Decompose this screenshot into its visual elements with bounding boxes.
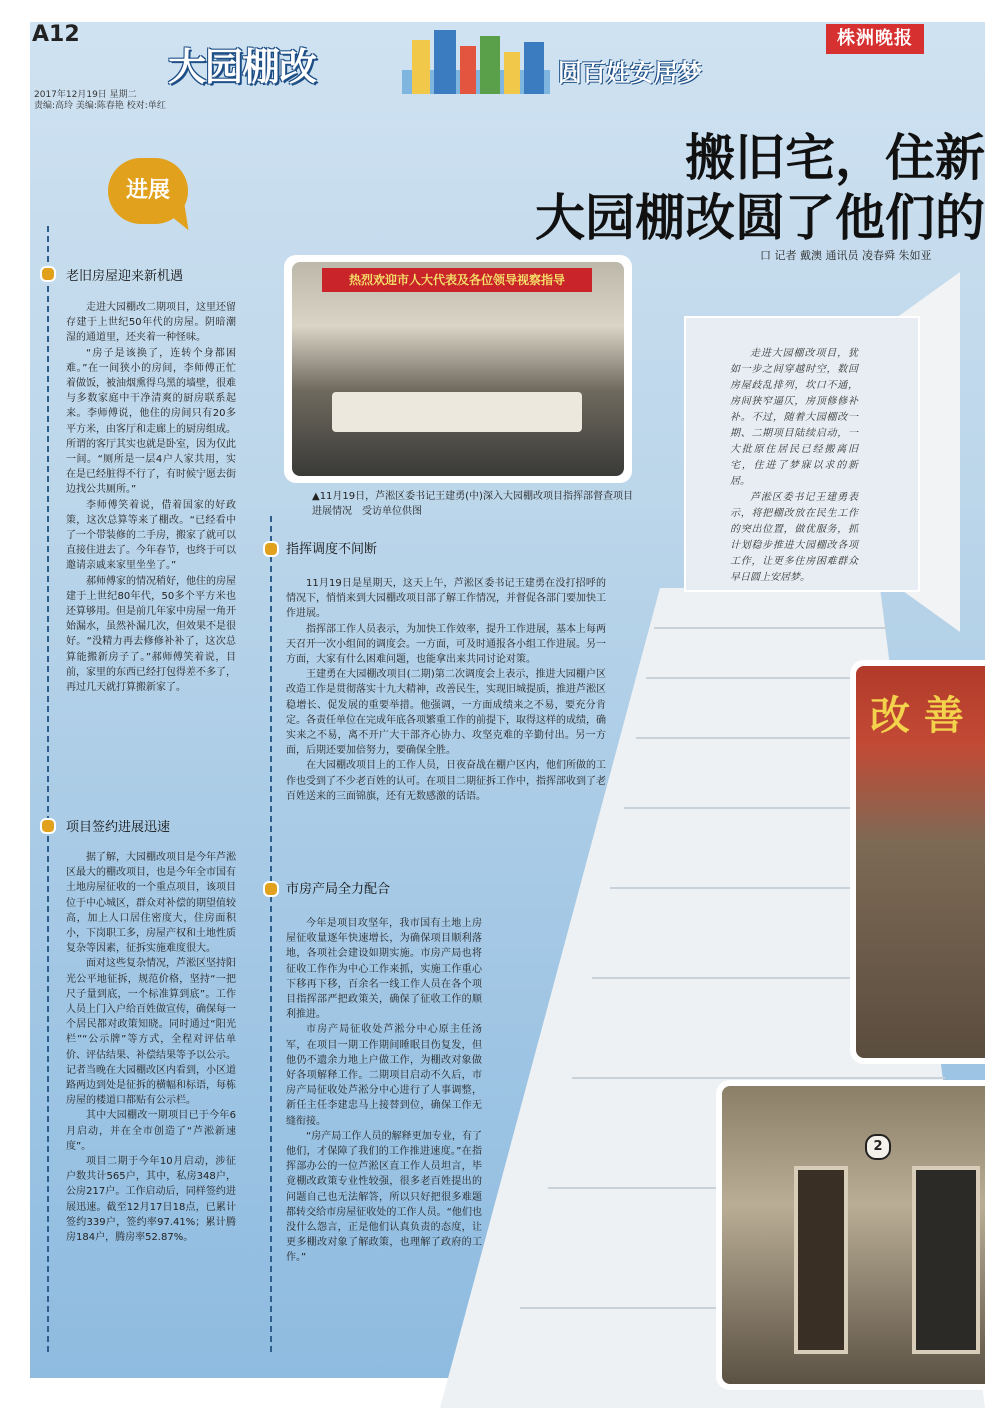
timeline-line-middle <box>270 516 272 1352</box>
paragraph: “房产局工作人员的解释更加专业，有了他们，才保障了我们的工作推进速度。”在指挥部办公的一位芦淞区直工作人员坦言，毕竟棚改政策专业性较强，很多老百姓提出的问题自己也无法解答，所以只好把很多难题都转交给市房屋征收处的工作人员。“他们也没什么怨言，正是他们认真负责的态度，让更多棚改对象了解政策，也理解了政府的工作。” <box>286 1130 482 1264</box>
headline-line-2: 大园棚改圆了他们的 <box>535 189 985 247</box>
section-body-1 <box>66 300 236 695</box>
section-marker-icon <box>40 266 56 282</box>
photo-table-shape <box>332 392 582 432</box>
photo-sign-text: 改 善 <box>870 693 964 739</box>
masthead-logo: 株洲晚报 <box>826 24 924 54</box>
paragraph: 项目二期于今年10月启动，涉征户数共计565户，其中，私房348户，公房217户。工作启动后，同样签约进展迅速。截至12月17日18点，已累计签约339户，签约率97.41%；累计腾房184户，腾房率52.87%。 <box>66 1156 236 1244</box>
paragraph: 走进大园棚改二期项目，这里还留存建于上世纪50年代的房屋。阴暗潮湿的通道里，还夹着一种怪味。 <box>66 302 236 344</box>
paragraph: 今年是项目攻坚年，我市国有土地上房屋征收量逐年快速增长，为确保项目顺利落地，各项社会建设如期实施。市房产局也将征收工作作为中心工作来抓，实施工作重心下移再下移，百余名一线工作人员在各个项目指挥部严把政策关，确保了征收工作的顺利推进。 <box>286 918 482 1021</box>
page-number: A12 <box>32 22 80 47</box>
paragraph: 郝师傅家的情况稍好，他住的房屋建于上世纪80年代，50多个平方米也还算够用。但是前几年家中房屋一角开始漏水，虽然补漏几次，但效果不是很好。“没精力再去修修补补了，这次总算能搬新房子了。”郝师傅笑着说，目前，家里的东西已经打包得差不多了，再过几天就打算搬新家了。 <box>66 575 236 694</box>
section-heading-4: 市房产局全力配合 <box>286 882 391 897</box>
headline-line-1: 搬旧宅，住新 <box>685 129 985 187</box>
section-marker-icon <box>263 541 279 557</box>
paragraph: 据了解，大园棚改项目是今年芦淞区最大的棚改项目，也是今年全市国有土地房屋征收的一个重点项目，该项目位于中心城区，群众对补偿的期望值较高，加上人口居住密度大，住房面积小，下岗职工多，房屋产权和土地性质复杂等因素，征拆实施难度很大。 <box>66 852 236 955</box>
byline: 口 记者 戴澳 通讯员 凌春舜 朱如亚 <box>760 249 932 262</box>
paragraph: 市房产局征收处芦淞分中心原主任汤军，在项目一期工作期间睡眠目伤复发，但他仍不遗余力地上户做工作，为棚改对象做好各项解释工作。二期项目启动不久后，市房产局征收处芦淞分中心进行了人事调整，新任主任李建忠马上接替到位，确保工作无缝衔接。 <box>286 1024 482 1127</box>
progress-tag: 进展 <box>108 158 188 224</box>
paragraph: 李师傅笑着说，借着国家的好政策，这次总算等来了棚改。“已经看中了一个带装修的二手房，搬家了就可以直接住进去了。今年春节，也终于可以邀请亲戚来家里坐坐了。” <box>66 499 236 572</box>
editor-credits: 责编:高玲 美编:陈春艳 校对:单红 <box>34 101 166 111</box>
buildings-illustration <box>402 30 550 94</box>
paragraph: “房子是该换了，连转个身都困难。”在一间狭小的房间，李师傅正忙着做饭，被油烟熏得乌黑的墙壁，很难与多数家庭中干净清爽的厨房联系起来。李师傅说，他住的房间只有20多平方米，由客厅和走廊上的厨房组成。所谓的客厅其实也就是卧室，因为仅此一间。“厕所是一层4户人家共用，实在是已经脏得不行了，有时候宁愿去街边找公共厕所。” <box>66 347 236 496</box>
renovation-banner-photo <box>850 660 985 1064</box>
dateline <box>34 90 166 112</box>
issue-date: 2017年12月19日 星期二 <box>34 90 137 100</box>
banner-title: 大园棚改 <box>168 45 317 89</box>
section-marker-icon <box>40 818 56 834</box>
paragraph: 芦淞区委书记王建勇表示，将把棚改放在民生工作的突出位置，做优服务，抓计划稳步推进大园棚改各项工作，让更多住房困难群众早日圆上安居梦。 <box>730 492 858 583</box>
section-marker-icon <box>263 881 279 897</box>
paragraph: 面对这些复杂情况，芦淞区坚持阳光公平地征拆，规范价格，坚持“一把尺子量到底，一个标准算到底”。工作人员上门入户给百姓做宣传，确保每一个居民都对政策知晓。同时通过“阳光栏”“公示牌”等方式，全程对评估单价、评估结果、补偿结果等予以公示。记者当晚在大园棚改区内看到，小区道路两边到处是征拆的横幅和标语，每栋房屋的楼道口都贴有公示栏。 <box>66 958 236 1107</box>
doorway-shape <box>794 1166 848 1354</box>
photo-banner-text: 热烈欢迎市人大代表及各位领导视察指导 <box>322 268 592 292</box>
section-heading-3: 指挥调度不间断 <box>286 542 378 557</box>
section-heading-2: 项目签约进展迅速 <box>66 820 171 835</box>
section-body-2 <box>66 850 236 1245</box>
paragraph: 指挥部工作人员表示，为加快工作效率，提升工作进展，基本上每两天召开一次小组间的调度会。一方面，可及时通报各小组工作进展。另一方面，大家有什么困难问题，也能拿出来共同讨论对策。 <box>286 623 606 666</box>
paragraph: 在大园棚改项目上的工作人员，日夜奋战在棚户区内，他们所做的工作也受到了不少老百姓的认可。在项目二期征拆工作中，指挥部收到了老百姓送来的三面锦旗，还有无数感激的话语。 <box>286 760 606 802</box>
section-heading-1: 老旧房屋迎来新机遇 <box>66 269 184 284</box>
photo-caption: ▲11月19日，芦淞区委书记王建勇(中)深入大园棚改项目指挥部督查项目进展情况 受访单位供图 <box>312 491 633 517</box>
paragraph: 其中大园棚改一期项目已于今年6月启动，并在全市创造了“芦淞新速度”。 <box>66 1110 236 1152</box>
timeline-line-left <box>47 226 49 1352</box>
doorway-shape <box>912 1166 980 1354</box>
paragraph: 王建勇在大园棚改项目(二期)第二次调度会上表示，推进大园棚户区改造工作是贯彻落实十九大精神，改善民生，实现旧城提质，推进芦淞区稳增长、促发展的重要举措。他强调，一方面成绩来之不易，要充分肯定。各责任单位在完成年底各项繁重工作的前提下，取得这样的成绩，确实来之不易，离不开广大干部齐心协力、攻坚克难的辛勤付出。另一方面，后期还要加倍努力，要确保全胜。 <box>286 669 606 757</box>
paragraph: 11月19日是星期天，这天上午，芦淞区委书记王建勇在没打招呼的情况下，悄悄来到大园棚改项目部了解工作情况，并督促各部门要加快工作进展。 <box>286 578 606 620</box>
meeting-photo <box>292 262 624 476</box>
door-text <box>730 346 858 586</box>
door-number-sign: 2 <box>865 1134 891 1160</box>
old-building-photo <box>716 1080 985 1390</box>
paragraph: 走进大园棚改项目，犹如一步之间穿越时空，数回房屋歧乱排列，坎口不通，房间狭窄逼仄，房顶修修补补。不过，随着大园棚改一期、二期项目陆续启动，一大批原住居民已经搬离旧宅，住进了梦寐以求的新居。 <box>730 348 858 487</box>
banner-subtitle: 圆百姓安居梦 <box>558 59 702 87</box>
